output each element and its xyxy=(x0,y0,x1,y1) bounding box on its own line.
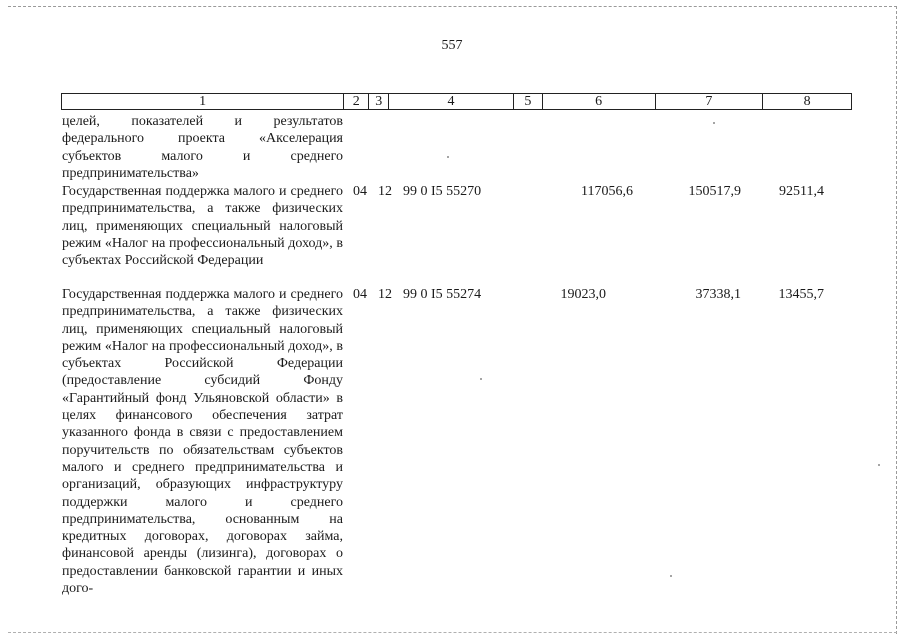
scan-speck xyxy=(713,122,715,124)
page-border-bottom xyxy=(8,632,897,633)
row-1-pr: 12 xyxy=(378,184,392,199)
page-number: 557 xyxy=(441,38,463,53)
page-border-top xyxy=(8,6,897,7)
header-col-7: 7 xyxy=(656,94,764,109)
row-1-rz: 04 xyxy=(353,184,367,199)
row-1-sum-2: 150517,9 xyxy=(688,184,741,199)
row-2-name: Государственная поддержка малого и среднего предпринимательства, а также физических лиц, применяющих специальный налоговый режим «Налог на профессиональный доход», в субъектах Российской Федерации (предоставление субсидий Фонду «Гарантийный фонд Ульяновской области» в целях финансового обеспечения затрат указанного фонда в связи с предоставлением поручительств по обязательствам субъектов малого и среднего предпринимательства и организаций, образующих инфраструктуру поддержки малого и среднего предпринимательства, основанным на кредитных договорах, договорах займа, финансовой аренды (лизинга), договорах о предоставлении банковской гарантии и иных дого- xyxy=(62,287,343,597)
scan-speck xyxy=(480,378,482,380)
scan-speck xyxy=(878,464,880,466)
row-2-sum-1: 19023,0 xyxy=(560,287,606,302)
continuation-text: целей, показателей и результатов федерального проекта «Акселерация субъектов малого и среднего предпринимательства» xyxy=(62,114,343,181)
row-2-sum-3: 13455,7 xyxy=(778,287,824,302)
scan-speck xyxy=(447,156,449,158)
header-col-4: 4 xyxy=(389,94,514,109)
row-1-sum-3: 92511,4 xyxy=(779,184,824,199)
row-1-csr: 99 0 I5 55270 xyxy=(403,184,482,199)
scan-speck xyxy=(670,575,672,577)
header-col-5: 5 xyxy=(514,94,543,109)
row-1-sum-1: 117056,6 xyxy=(581,184,633,199)
row-2-sum-2: 37338,1 xyxy=(695,287,741,302)
header-col-1: 1 xyxy=(62,94,344,109)
row-2-csr: 99 0 I5 55274 xyxy=(403,287,482,302)
header-col-2: 2 xyxy=(344,94,369,109)
row-1-name: Государственная поддержка малого и среднего предпринимательства, а также физических лиц, применяющих специальный налоговый режим «Налог на профессиональный доход», в субъектах Российской Федерации xyxy=(62,184,343,269)
page-border-right xyxy=(896,6,897,634)
header-col-8: 8 xyxy=(803,94,811,109)
row-2-pr: 12 xyxy=(378,287,392,302)
table-header-row xyxy=(61,93,852,110)
header-col-6: 6 xyxy=(543,94,656,109)
row-2-rz: 04 xyxy=(353,287,367,302)
header-col-3: 3 xyxy=(369,94,389,109)
